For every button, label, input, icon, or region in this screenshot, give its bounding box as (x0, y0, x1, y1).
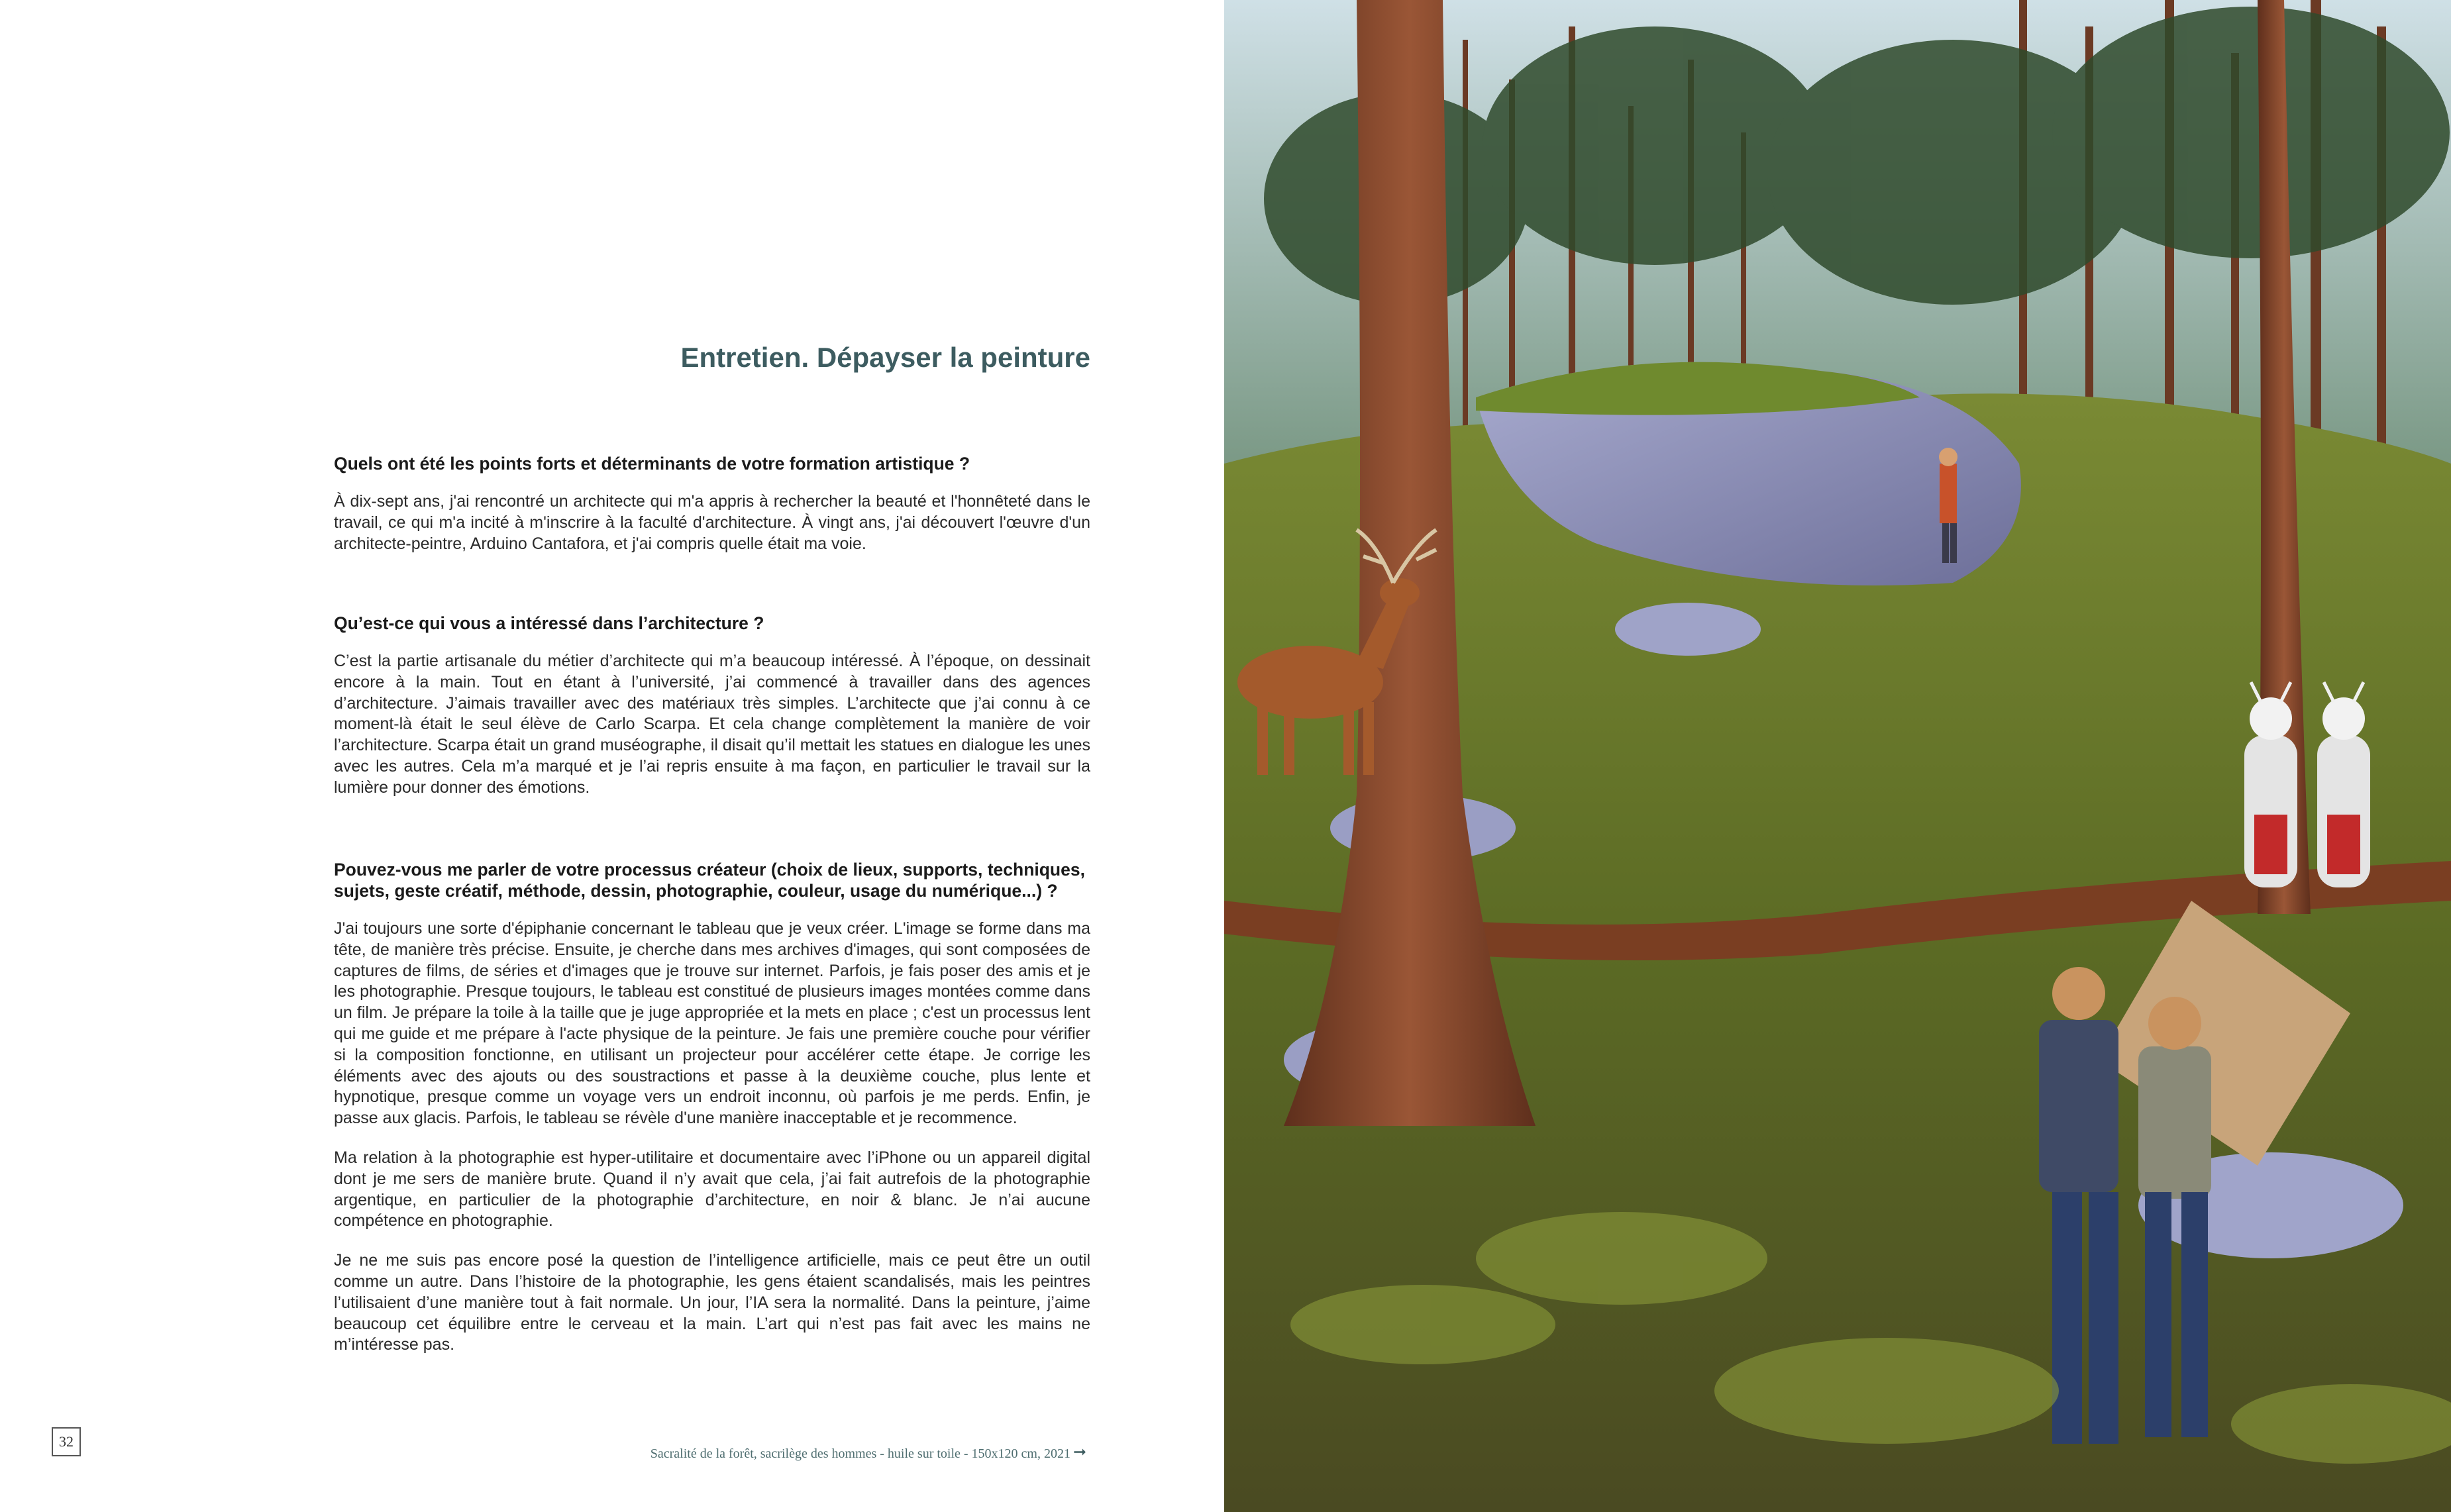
text-page (0, 0, 1224, 1512)
interview-section (334, 453, 1090, 573)
artwork-caption: Sacralité de la forêt, sacrilège des hommes - huile sur toile - 150x120 cm, 2021 (650, 1446, 1070, 1461)
interview-section (334, 859, 1090, 1374)
answer-paragraph: Ma relation à la photographie est hyper-utilitaire et documentaire avec l’iPhone ou un appareil digital dont je me sers de manière brute. Quand il n’y avait que cela, j’ai fait autrefois de la photographie argentique, en particulier de la photographie d’architecture, en noir & blanc. Je n’ai aucune compétence en photographie. (334, 1148, 1090, 1231)
interview-question: Quels ont été les points forts et déterminants de votre formation artistique ? (334, 454, 970, 474)
interview-question: Qu’est-ce qui vous a intéressé dans l’architecture ? (334, 613, 764, 633)
interview-question: Pouvez-vous me parler de votre processus créateur (choix de lieux, supports, techniques, sujets, geste créatif, méthode, dessin, photographie, couleur, usage du numérique...) ? (334, 860, 1085, 901)
answer-paragraph: Je ne me suis pas encore posé la question de l’intelligence artificielle, mais ce peut être un outil comme un autre. Dans l’histoire de la photographie, les gens étaient scandalisés, mais les peintres l’utilisaient d’une manière tout à fait normale. Un jour, l’IA sera la normalité. Dans la peinture, j’aime beaucoup cet équilibre entre le cerveau et la main. L’art qui n’est pas fait avec les mains ne m’intéresse pas. (334, 1251, 1090, 1354)
answer-paragraph: C’est la partie artisanale du métier d’architecte qui m’a beaucoup intéressé. À l’époque, on dessinait encore à la main. Tout en étant à l’université, j’ai commencé à travailler dans des agences d’architecture. J’aimais travailler avec des matériaux très simples. L’architecte que j’ai connu à ce moment-là était le seul élève de Carlo Scarpa. Et cela change complètement la manière de voir l’architecture. Scarpa était un grand muséographe, il disait qu’il mettait les statues en dialogue les unes avec les autres. Cela m’a marqué et je l’ai repris ensuite à ma façon, en particulier le travail sur la lumière pour donner des émotions. (334, 652, 1090, 797)
answer-paragraph: À dix-sept ans, j'ai rencontré un architecte qui m'a appris à rechercher la beauté et l'honnêteté dans le travail, ce qui m'a incité à m'inscrire à la faculté d'architecture. À vingt ans, j'ai découvert l'œuvre d'un architecte-peintre, Arduino Cantafora, et j'ai compris quelle était ma voie. (334, 492, 1090, 553)
page-title: Entretien. Dépayser la peinture (680, 342, 1090, 374)
interview-section (334, 613, 1090, 817)
page-number: 32 (52, 1427, 81, 1456)
right-arrow-icon: ➞ (1073, 1443, 1087, 1461)
answer-paragraph: J'ai toujours une sorte d'épiphanie concernant le tableau que je veux créer. L'image se forme dans ma tête, de manière très précise. Ensuite, je cherche dans mes archives d'images, qui sont composées de captures de films, de séries et d'images que je trouve sur internet. Parfois, je fais poser des amis et je les photographie. Presque toujours, le tableau est constitué de plusieurs images montées comme dans un film. Je prépare la toile à la taille que je juge appropriée et la mets en place ; c'est un processus lent qui me guide et me prépare à l'acte physique de la peinture. Je fais une première couche pour vérifier si la composition fonctionne, en utilisant un projecteur pour accélérer cette étape. Je corrige les éléments avec des ajouts ou des soustractions et passe à la deuxième couche, plus lente et hypnotique, presque comme un voyage vers un endroit inconnu, où parfois je me perds. Enfin, je passe aux glacis. Parfois, le tableau se révèle d'une manière inacceptable et je recommence. (334, 919, 1090, 1128)
painting-image (1224, 0, 2451, 1512)
